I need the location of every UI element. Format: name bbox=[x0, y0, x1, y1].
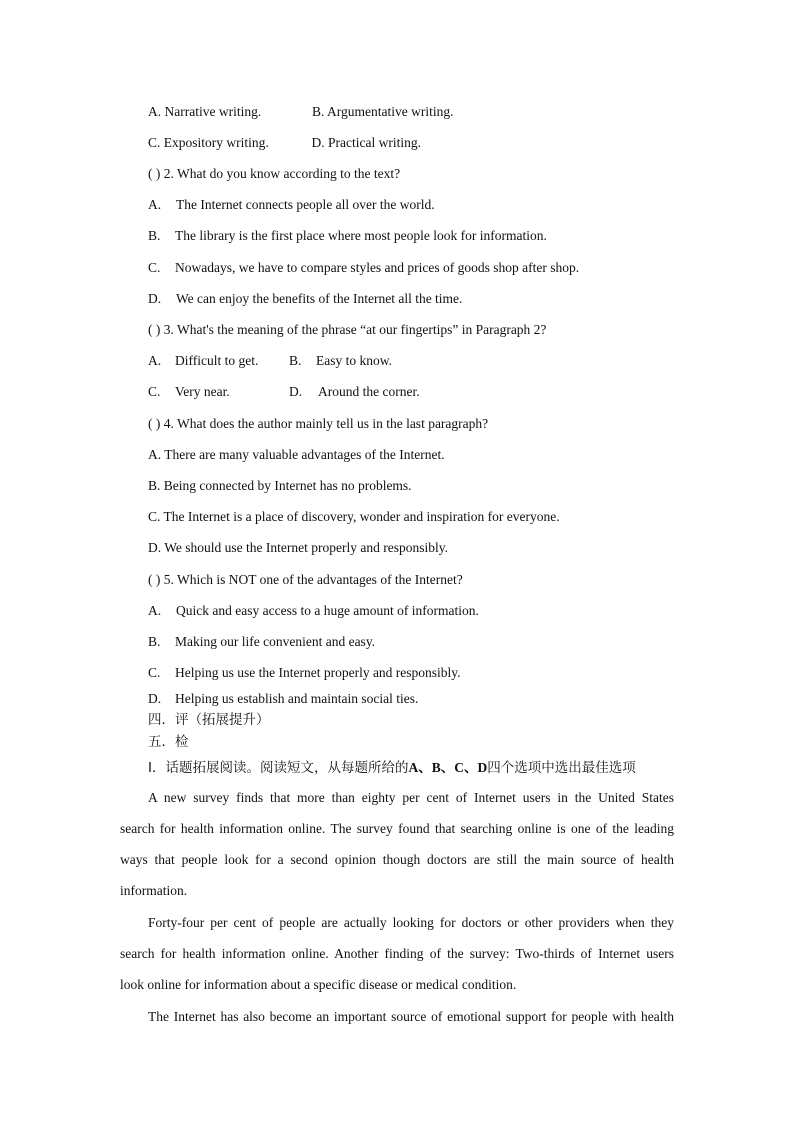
q5-option-c bbox=[148, 664, 461, 682]
option-text: Making our life convenient and easy. bbox=[175, 634, 376, 649]
q4-option-b: B. Being connected by Internet has no problems. bbox=[148, 478, 412, 493]
reading-heading-letters: A、B、C、D bbox=[408, 760, 488, 775]
q3-stem: ( ) 3. What's the meaning of the phrase “at our fingertips” in Paragraph 2? bbox=[148, 322, 547, 337]
option-label: A. bbox=[148, 197, 162, 212]
q1-option-a: A. Narrative writing. bbox=[148, 104, 262, 119]
q1-options-row-1 bbox=[148, 103, 453, 121]
option-label: B. bbox=[148, 228, 161, 243]
option-label: C. bbox=[148, 384, 161, 399]
option-text: Helping us use the Internet properly and responsibly. bbox=[175, 665, 461, 680]
section-heading-5: 五．检 bbox=[148, 734, 189, 750]
q4-option-a: A. There are many valuable advantages of the Internet. bbox=[148, 447, 445, 462]
option-text: The Internet connects people all over the world. bbox=[176, 197, 435, 212]
q5-option-a bbox=[148, 602, 479, 620]
q3-options-row-2 bbox=[148, 383, 420, 401]
option-label: B. bbox=[289, 353, 302, 368]
option-text: Helping us establish and maintain social ties. bbox=[175, 691, 419, 706]
option-text: The library is the first place where most people look for information. bbox=[175, 228, 547, 243]
passage-p3-line-1: The Internet has also become an important source of emotional support for people with health bbox=[148, 1009, 674, 1024]
passage-p1-line-4: information. bbox=[120, 883, 188, 898]
q4-option-d: D. We should use the Internet properly and responsibly. bbox=[148, 540, 448, 555]
section-heading-4: 四．评（拓展提升） bbox=[148, 712, 270, 728]
q1-options-row-2 bbox=[148, 134, 421, 152]
option-label: C. bbox=[148, 260, 161, 275]
q1-option-d: D. Practical writing. bbox=[311, 135, 421, 150]
reading-heading-prefix: Ⅰ．话题拓展阅读。阅读短文，从每题所给的 bbox=[148, 760, 409, 776]
option-label: C. bbox=[148, 665, 161, 680]
option-text: Around the corner. bbox=[318, 384, 420, 399]
q3-options-row-1 bbox=[148, 352, 392, 370]
option-label: D. bbox=[289, 384, 303, 399]
q5-option-d bbox=[148, 690, 418, 708]
option-text: Difficult to get. bbox=[175, 353, 259, 368]
option-label: D. bbox=[148, 691, 162, 706]
passage-p2-line-3: look online for information about a specific disease or medical condition. bbox=[120, 977, 517, 992]
q4-option-c: C. The Internet is a place of discovery, wonder and inspiration for everyone. bbox=[148, 509, 560, 524]
q5-stem: ( ) 5. Which is NOT one of the advantages of the Internet? bbox=[148, 572, 463, 587]
passage-p2-line-1: Forty-four per cent of people are actually looking for doctors or other providers when they bbox=[148, 915, 674, 930]
reading-heading-suffix: 四个选项中选出最佳选项 bbox=[487, 760, 636, 776]
q2-option-b bbox=[148, 227, 547, 245]
passage-p1-line-1: A new survey finds that more than eighty per cent of Internet users in the United States bbox=[148, 790, 674, 805]
option-label: D. bbox=[148, 291, 162, 306]
q4-stem: ( ) 4. What does the author mainly tell us in the last paragraph? bbox=[148, 416, 489, 431]
option-text: Nowadays, we have to compare styles and prices of goods shop after shop. bbox=[175, 260, 580, 275]
option-label: A. bbox=[148, 603, 162, 618]
option-label: B. bbox=[148, 634, 161, 649]
q2-option-a bbox=[148, 196, 435, 214]
option-text: We can enjoy the benefits of the Internet all the time. bbox=[176, 291, 463, 306]
option-label: A. bbox=[148, 353, 162, 368]
passage-p1-line-2: search for health information online. The survey found that searching online is one of the leading bbox=[120, 821, 674, 836]
option-text: Very near. bbox=[175, 384, 230, 399]
q1-option-b: B. Argumentative writing. bbox=[311, 104, 454, 119]
passage-p1-line-3: ways that people look for a second opinion though doctors are still the main source of health bbox=[120, 852, 674, 867]
q2-option-c bbox=[148, 259, 579, 277]
q2-stem: ( ) 2. What do you know according to the text? bbox=[148, 166, 401, 181]
reading-heading bbox=[148, 759, 636, 777]
q5-option-b bbox=[148, 633, 375, 651]
option-text: Easy to know. bbox=[316, 353, 392, 368]
q2-option-d bbox=[148, 290, 462, 308]
option-text: Quick and easy access to a huge amount of information. bbox=[176, 603, 479, 618]
passage-p2-line-2: search for health information online. Another finding of the survey: Two-thirds of Internet users bbox=[120, 946, 674, 961]
q1-option-c: C. Expository writing. bbox=[148, 135, 269, 150]
